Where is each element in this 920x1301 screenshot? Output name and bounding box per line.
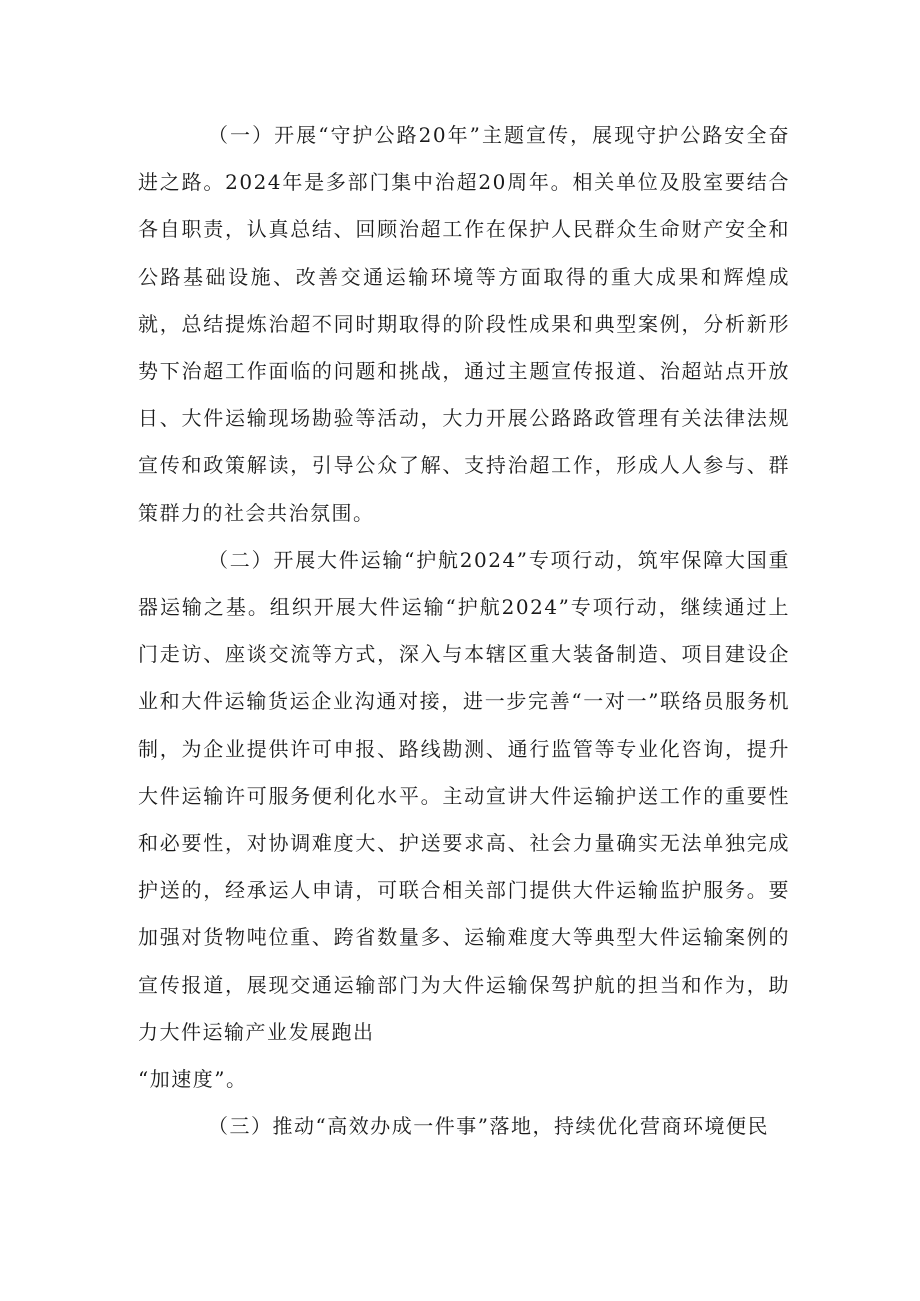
paragraph-section-3: （三）推动“高效办成一件事”落地，持续优化营商环境便民 bbox=[208, 1114, 769, 1139]
paragraph-section-1: （一）开展“守护公路20年”主题宣传，展现守护公路安全奋进之路。2024年是多部门集中治超20周年。相关单位及股室要结合各自职责，认真总结、回顾治超工作在保护人民群众生命财产安全和公路基础设施、改善交通运输环境等方面取得的重大成果和辉煌成就，总结提炼治超不同时期取得的阶段性成果和典型案例，分析新形势下治超工作面临的问题和挑战，通过主题宣传报道、治超站点开放日、大件运输现场勘验等活动，大力开展公路路政管理有关法律法规宣传和政策解读，引导公众了解、支持治超工作，形成人人参与、群策群力的社会共治氛围。 bbox=[138, 123, 790, 525]
document-body bbox=[138, 112, 790, 1150]
paragraph-section-2: （二）开展大件运输“护航2024”专项行动，筑牢保障大国重器运输之基。组织开展大件运输“护航2024”专项行动，继续通过上门走访、座谈交流等方式，深入与本辖区重大装备制造、项目建设企业和大件运输货运企业沟通对接，进一步完善“一对一”联络员服务机制，为企业提供许可申报、路线勘测、通行监管等专业化咨询，提升大件运输许可服务便利化水平。主动宣讲大件运输护送工作的重要性和必要性，对协调难度大、护送要求高、社会力量确实无法单独完成护送的，经承运人申请，可联合相关部门提供大件运输监护服务。要加强对货物吨位重、跨省数量多、运输难度大等典型大件运输案例的宣传报道，展现交通运输部门为大件运输保驾护航的担当和作为，助力大件运输产业发展跑出 bbox=[138, 547, 790, 1044]
paragraph-continuation: “加速度”。 bbox=[138, 1067, 248, 1092]
